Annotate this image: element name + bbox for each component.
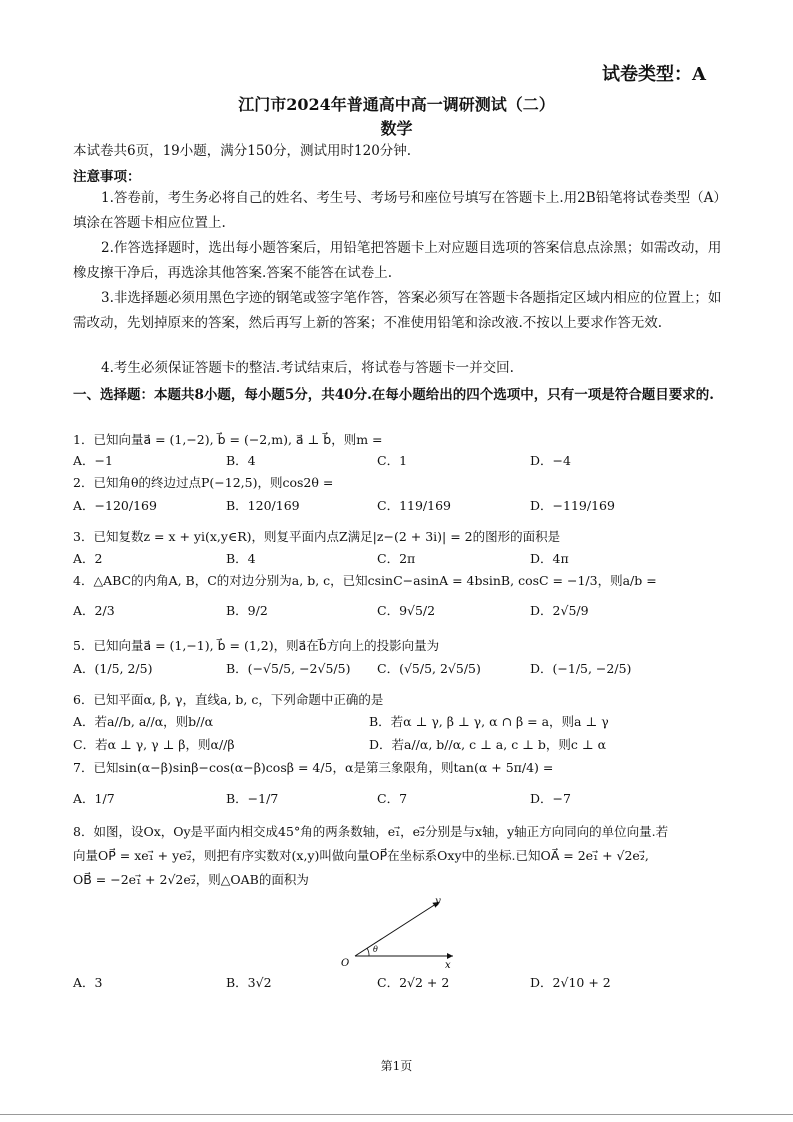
q4-option-a: A．2/3	[73, 603, 115, 618]
q8-option-b: B．3√2	[226, 975, 272, 990]
x-axis-label: x	[445, 960, 451, 971]
q3-option-b: B．4	[226, 551, 256, 566]
notice-item-3: 3.非选择题必须用黑色字迹的钢笔或签字笔作答，答案必须写在答题卡各题指定区域内相应的位置上；如需改动，先划掉原来的答案，然后再写上新的答案；不准使用铅笔和涂改液.不按以上要求作答无效.	[73, 290, 722, 331]
question-8-stem-line-2: 向量OP⃗ = xe₁⃗ + ye₂⃗，则把有序实数对(x,y)叫做向量OP⃗在坐标系Oxy中的坐标.已知OA⃗ = 2e₁⃗ + √2e₂⃗,	[73, 848, 649, 863]
q8-option-a: A．3	[73, 975, 103, 990]
question-8-stem-line-1: 8．如图，设Ox，Oy是平面内相交成45°角的两条数轴，e₁⃗，e₂⃗分别是与x轴，y轴正方向同向的单位向量.若	[73, 824, 669, 839]
q3-option-d: D．4π	[530, 551, 569, 566]
q1-option-c: C．1	[377, 453, 408, 468]
q5-option-b: B．(−√5/5, −2√5/5)	[226, 661, 351, 676]
exam-type: 试卷类型：A	[602, 64, 706, 85]
q1-option-a: A．−1	[73, 453, 113, 468]
q1-option-b: B．4	[226, 453, 256, 468]
q7-option-d: D．−7	[530, 791, 571, 806]
q2-option-b: B．120/169	[226, 498, 300, 513]
q3-option-c: C．2π	[377, 551, 416, 566]
q5-option-a: A．(1/5, 2/5)	[73, 661, 153, 676]
page-number: 第1页	[380, 1059, 413, 1073]
angle-label: θ	[373, 945, 378, 954]
q3-option-a: A．2	[73, 551, 103, 566]
question-7-stem: 7．已知sin(α−β)sinβ−cos(α−β)cosβ = 4/5，α是第三象限角，则tan(α + 5π/4) =	[73, 760, 554, 775]
q7-option-a: A．1/7	[73, 791, 115, 806]
q8-option-c: C．2√2 + 2	[377, 975, 450, 990]
notice-item-2: 2.作答选择题时，选出每小题答案后，用铅笔把答题卡上对应题目选项的答案信息点涂黑；如需改动，用橡皮擦干净后，再选涂其他答案.答案不能答在试卷上.	[73, 240, 722, 281]
subject-title: 数学	[380, 119, 413, 138]
y-axis-label: y	[435, 896, 441, 907]
question-8-stem-line-3: OB⃗ = −2e₁⃗ + 2√2e₂⃗，则△OAB的面积为	[73, 872, 309, 887]
question-4-stem: 4．△ABC的内角A, B，C的对边分别为a, b, c，已知csinC−asinA = 4bsinB, cosC = −1/3，则a/b =	[73, 573, 657, 588]
q5-option-c: C．(√5/5, 2√5/5)	[377, 661, 481, 676]
intro-text: 本试卷共6页，19小题，满分150分，测试用时120分钟.	[73, 143, 412, 159]
question-5-stem: 5．已知向量a⃗ = (1,−1), b⃗ = (1,2)，则a⃗在b⃗方向上的投影向量为	[73, 638, 440, 653]
q1-option-d: D．−4	[530, 453, 571, 468]
q6-option-d: D．若a//α, b//α, c ⊥ a, c ⊥ b，则c ⊥ α	[369, 737, 607, 752]
y-axis-line	[355, 902, 439, 956]
q2-option-d: D．−119/169	[530, 498, 615, 513]
q7-option-c: C．7	[377, 791, 408, 806]
q6-option-b: B．若α ⊥ γ, β ⊥ γ, α ∩ β = a，则a ⊥ γ	[369, 714, 609, 729]
q8-option-d: D．2√10 + 2	[530, 975, 611, 990]
notice-heading: 注意事项：	[73, 169, 141, 185]
question-1-stem: 1．已知向量a⃗ = (1,−2), b⃗ = (−2,m), a⃗ ⊥ b⃗，则m =	[73, 432, 383, 447]
notice-item-1: 1.答卷前，考生务必将自己的姓名、考生号、考场号和座位号填写在答题卡上.用2B铅笔将试卷类型（A）填涂在答题卡相应位置上.	[73, 190, 721, 231]
origin-label: O	[341, 958, 350, 969]
q2-option-a: A．−120/169	[73, 498, 157, 513]
q7-option-b: B．−1/7	[226, 791, 279, 806]
section-heading: 一、选择题：本题共8小题，每小题5分，共40分.在每小题给出的四个选项中，只有一项是符合题目要求的.	[73, 387, 714, 403]
question-2-stem: 2．已知角θ的终边过点P(−12,5)，则cos2θ =	[73, 475, 334, 490]
q4-option-d: D．2√5/9	[530, 603, 589, 618]
q2-option-c: C．119/169	[377, 498, 451, 513]
coordinate-axes-figure	[335, 888, 465, 973]
q6-option-c: C．若α ⊥ γ, γ ⊥ β，则α//β	[73, 737, 235, 752]
page-bottom-border	[0, 1114, 793, 1115]
q4-option-c: C．9√5/2	[377, 603, 436, 618]
angle-arc	[367, 948, 369, 956]
q5-option-d: D．(−1/5, −2/5)	[530, 661, 632, 676]
q6-option-a: A．若a//b, a//α，则b//α	[73, 714, 214, 729]
notice-item-4: 4.考生必须保证答题卡的整洁.考试结束后，将试卷与答题卡一并交回.	[101, 360, 514, 376]
q4-option-b: B．9/2	[226, 603, 268, 618]
question-6-stem: 6．已知平面α, β, γ，直线a, b, c，下列命题中正确的是	[73, 692, 384, 707]
page-title: 江门市2024年普通高中高一调研测试（二）	[238, 95, 555, 114]
question-3-stem: 3．已知复数z = x + yi(x,y∈R)，则复平面内点Z满足|z−(2 + 3i)| = 2的图形的面积是	[73, 529, 561, 544]
